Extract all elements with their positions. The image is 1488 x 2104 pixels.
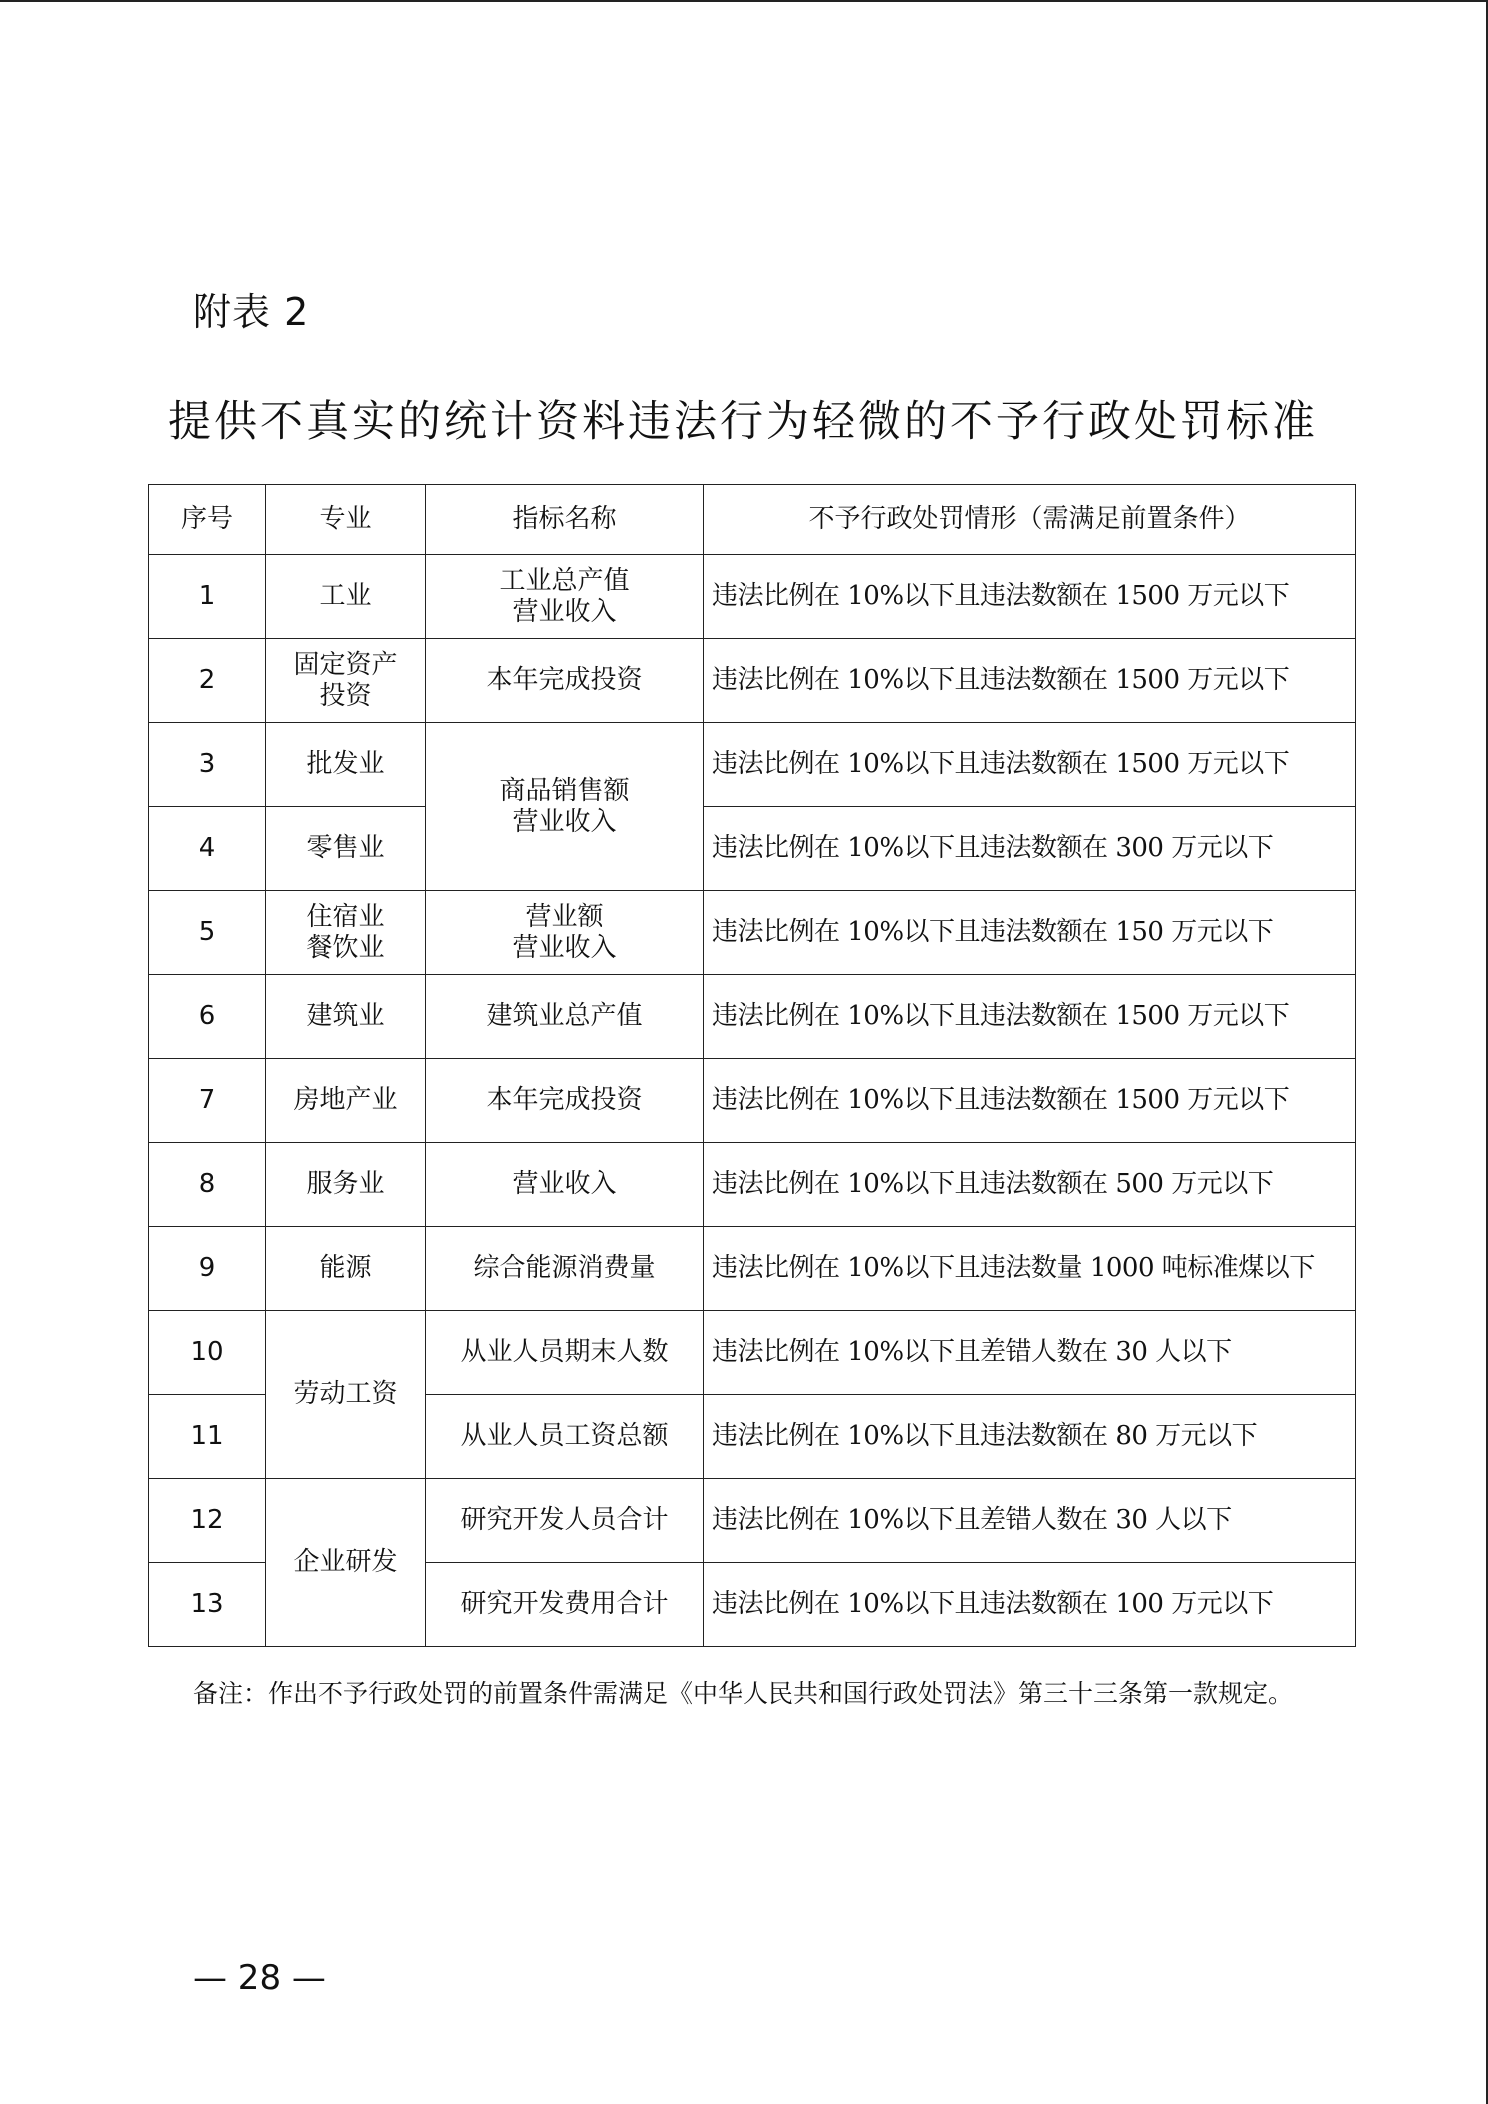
cell-field [266, 891, 426, 975]
cell-condition: 违法比例在 10%以下且差错人数在 30 人以下 [704, 1311, 1356, 1395]
cell-indicator-line: 营业收入 [512, 1169, 617, 1199]
penalty-standards-table [148, 484, 1356, 1647]
cell-indicator-line: 综合能源消费量 [473, 1253, 656, 1283]
cell-indicator-line: 本年完成投资 [486, 1085, 643, 1115]
cell-seq: 2 [149, 639, 266, 723]
cell-indicator [426, 1311, 704, 1395]
cell-indicator-line: 本年完成投资 [486, 665, 643, 695]
table-header-row [149, 485, 1356, 555]
table-row [149, 1059, 1356, 1143]
cell-field [266, 975, 426, 1059]
cell-seq: 10 [149, 1311, 266, 1395]
cell-field [266, 1479, 426, 1647]
cell-indicator [426, 1395, 704, 1479]
cell-indicator [426, 1059, 704, 1143]
document-title: 提供不真实的统计资料违法行为轻微的不予行政处罚标准 [168, 397, 1318, 447]
cell-indicator [426, 639, 704, 723]
cell-indicator-line: 营业收入 [512, 932, 617, 963]
table-row [149, 1227, 1356, 1311]
header-indicator: 指标名称 [426, 485, 704, 555]
cell-seq: 9 [149, 1227, 266, 1311]
cell-field-line: 住宿业 [306, 901, 385, 932]
cell-condition: 违法比例在 10%以下且差错人数在 30 人以下 [704, 1479, 1356, 1563]
cell-indicator-line: 从业人员工资总额 [460, 1421, 669, 1451]
cell-seq: 6 [149, 975, 266, 1059]
table-row [149, 1311, 1356, 1395]
cell-condition: 违法比例在 10%以下且违法数额在 1500 万元以下 [704, 555, 1356, 639]
cell-field [266, 723, 426, 807]
cell-seq: 7 [149, 1059, 266, 1143]
cell-seq: 8 [149, 1143, 266, 1227]
cell-indicator [426, 1479, 704, 1563]
header-seq: 序号 [149, 485, 266, 555]
cell-indicator [426, 723, 704, 891]
cell-field-line: 建筑业 [306, 1001, 385, 1031]
cell-indicator [426, 975, 704, 1059]
cell-field-line: 零售业 [306, 833, 385, 863]
cell-seq: 3 [149, 723, 266, 807]
cell-indicator-line: 营业收入 [512, 806, 617, 837]
table-row [149, 723, 1356, 807]
cell-indicator-line: 营业额 [525, 901, 604, 932]
cell-seq: 1 [149, 555, 266, 639]
cell-indicator-line: 建筑业总产值 [486, 1001, 643, 1031]
cell-field [266, 555, 426, 639]
table-row [149, 891, 1356, 975]
cell-indicator [426, 1143, 704, 1227]
cell-field [266, 807, 426, 891]
cell-condition: 违法比例在 10%以下且违法数额在 500 万元以下 [704, 1143, 1356, 1227]
cell-field [266, 639, 426, 723]
table-row [149, 975, 1356, 1059]
cell-indicator-line: 商品销售额 [499, 775, 630, 806]
cell-indicator-line: 研究开发人员合计 [460, 1505, 669, 1535]
cell-field-line: 服务业 [306, 1169, 385, 1199]
cell-indicator-line: 从业人员期末人数 [460, 1337, 669, 1367]
cell-indicator [426, 891, 704, 975]
cell-field-line: 企业研发 [293, 1547, 398, 1577]
table-row [149, 1143, 1356, 1227]
table-footnote: 备注：作出不予行政处罚的前置条件需满足《中华人民共和国行政处罚法》第三十三条第一款规定。 [193, 1679, 1294, 1708]
cell-seq: 12 [149, 1479, 266, 1563]
header-condition: 不予行政处罚情形（需满足前置条件） [704, 485, 1356, 555]
cell-condition: 违法比例在 10%以下且违法数额在 300 万元以下 [704, 807, 1356, 891]
cell-condition: 违法比例在 10%以下且违法数额在 100 万元以下 [704, 1563, 1356, 1647]
cell-seq: 11 [149, 1395, 266, 1479]
cell-field-line: 餐饮业 [306, 932, 385, 963]
cell-indicator-line: 工业总产值 [499, 565, 630, 596]
cell-condition: 违法比例在 10%以下且违法数额在 1500 万元以下 [704, 975, 1356, 1059]
cell-field [266, 1311, 426, 1479]
cell-indicator-line: 研究开发费用合计 [460, 1589, 669, 1619]
cell-field [266, 1227, 426, 1311]
table-row [149, 555, 1356, 639]
top-border-line [0, 0, 1488, 2]
cell-condition: 违法比例在 10%以下且违法数额在 1500 万元以下 [704, 1059, 1356, 1143]
cell-seq: 13 [149, 1563, 266, 1647]
cell-field-line: 工业 [319, 581, 372, 611]
page-number: — 28 — [193, 1958, 326, 1998]
cell-field [266, 1143, 426, 1227]
cell-condition: 违法比例在 10%以下且违法数额在 1500 万元以下 [704, 639, 1356, 723]
cell-condition: 违法比例在 10%以下且违法数量 1000 吨标准煤以下 [704, 1227, 1356, 1311]
cell-condition: 违法比例在 10%以下且违法数额在 150 万元以下 [704, 891, 1356, 975]
cell-indicator [426, 1227, 704, 1311]
cell-field-line: 批发业 [306, 749, 385, 779]
cell-field-line: 投资 [319, 680, 372, 711]
table-row [149, 639, 1356, 723]
cell-seq: 5 [149, 891, 266, 975]
cell-field-line: 房地产业 [293, 1085, 398, 1115]
cell-condition: 违法比例在 10%以下且违法数额在 80 万元以下 [704, 1395, 1356, 1479]
cell-indicator-line: 营业收入 [512, 596, 617, 627]
cell-indicator [426, 555, 704, 639]
cell-indicator [426, 1563, 704, 1647]
cell-seq: 4 [149, 807, 266, 891]
appendix-label: 附表 2 [193, 290, 310, 334]
table-row [149, 807, 1356, 891]
cell-field-line: 能源 [319, 1253, 372, 1283]
cell-field [266, 1059, 426, 1143]
cell-field-line: 固定资产 [293, 649, 398, 680]
cell-field-line: 劳动工资 [293, 1379, 398, 1409]
cell-condition: 违法比例在 10%以下且违法数额在 1500 万元以下 [704, 723, 1356, 807]
header-field: 专业 [266, 485, 426, 555]
table-row [149, 1479, 1356, 1563]
